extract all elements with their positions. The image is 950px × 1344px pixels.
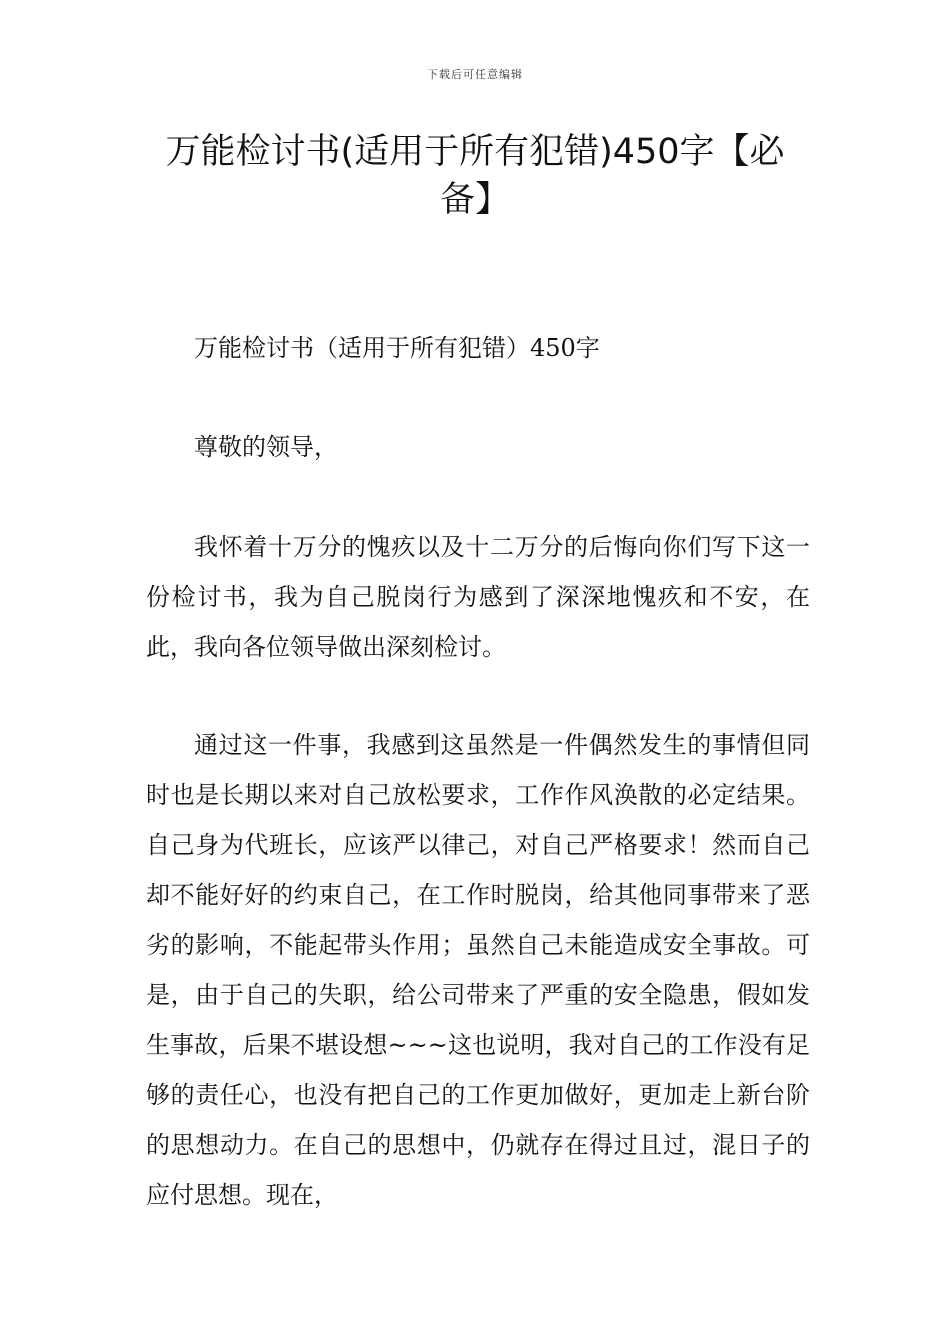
paragraph: 我怀着十万分的愧疚以及十二万分的后悔向你们写下这一份检讨书，我为自己脱岗行为感到了深深地愧疚和不安，在此，我向各位领导做出深刻检讨。 [146, 533, 810, 661]
salutation: 尊敬的领导， [194, 433, 338, 461]
document-subtitle: 万能检讨书（适用于所有犯错）450字 [194, 334, 600, 362]
paragraph: 通过这一件事，我感到这虽然是一件偶然发生的事情但同时也是长期以来对自己放松要求，工作作风涣散的必定结果。自己身为代班长，应该严以律己，对自己严格要求！然而自己却不能好好的约束自己，在工作时脱岗，给其他同事带来了恶劣的影响，不能起带头作用；虽然自己未能造成安全事故。可是，由于自己的失职，给公司带来了严重的安全隐患，假如发生事故，后果不堪设想~~~这也说明，我对自己的工作没有足够的责任心，也没有把自己的工作更加做好，更加走上新台阶的思想动力。在自己的思想中，仍就存在得过且过，混日子的应付思想。现在， [146, 731, 810, 1209]
document-title: 万能检讨书(适用于所有犯错)450字【必备】 [165, 132, 785, 220]
header-note: 下载后可任意编辑 [427, 68, 523, 81]
